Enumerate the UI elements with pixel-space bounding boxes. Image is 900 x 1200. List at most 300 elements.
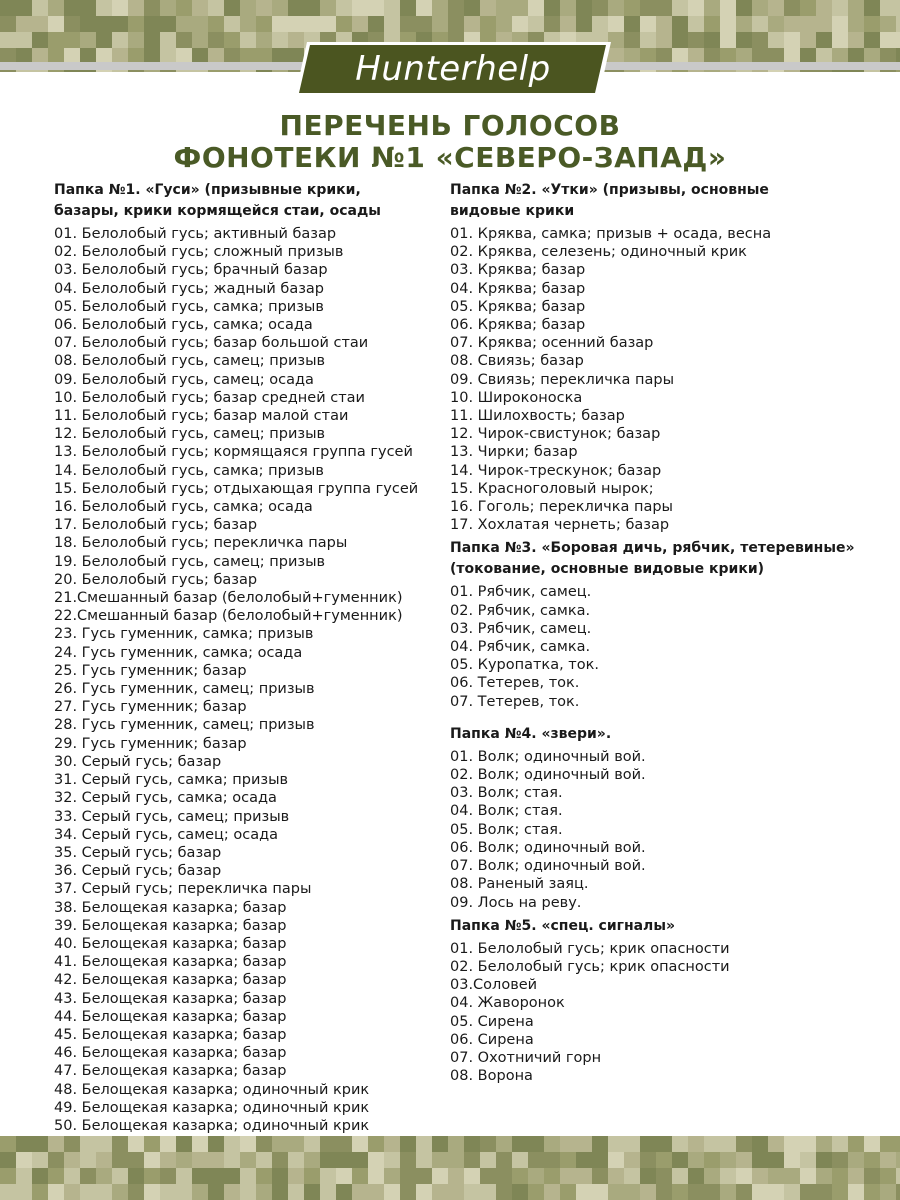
- camo-pixel: [544, 1168, 560, 1184]
- camo-pixel: [192, 1184, 208, 1200]
- list-item: 43. Белощекая казарка; базар: [54, 990, 287, 1007]
- list-item: 50. Белощекая казарка; одиночный крик: [54, 1117, 370, 1134]
- list-item: 24. Гусь гуменник, самка; осада: [54, 644, 303, 661]
- camo-pixel: [720, 1136, 736, 1152]
- camo-pixel: [176, 1136, 192, 1152]
- camo-pixel: [144, 0, 160, 16]
- list-item: 13. Чирки; базар: [450, 444, 578, 461]
- camo-pixel: [16, 1152, 32, 1168]
- camo-pixel: [672, 1152, 688, 1168]
- list-item: 07. Волк; одиночный вой.: [450, 858, 646, 875]
- camo-pixel: [144, 32, 160, 48]
- camo-pixel: [704, 16, 720, 32]
- camo-pixel: [32, 0, 48, 16]
- camo-pixel: [176, 0, 192, 16]
- camo-pixel: [224, 16, 240, 32]
- camo-pixel: [240, 16, 256, 32]
- list-item: 22.Смешанный базар (белолобый+гуменник): [54, 608, 403, 625]
- list-item: 20. Белолобый гусь; базар: [54, 571, 258, 588]
- camo-pixel: [608, 1152, 624, 1168]
- camo-pixel: [368, 1184, 384, 1200]
- camo-pixel: [80, 1168, 96, 1184]
- camo-pixel: [352, 1136, 368, 1152]
- camo-pixel: [816, 32, 832, 48]
- list-item: 49. Белощекая казарка; одиночный крик: [54, 1099, 370, 1116]
- camo-pixel: [656, 1136, 672, 1152]
- camo-pixel: [64, 1136, 80, 1152]
- camo-pixel: [448, 0, 464, 16]
- camo-pixel: [272, 1152, 288, 1168]
- list-item: 09. Белолобый гусь, самец; осада: [54, 371, 314, 388]
- camo-pixel: [688, 0, 704, 16]
- list-item: 28. Гусь гуменник, самец; призыв: [54, 717, 315, 734]
- camo-pixel: [736, 1184, 752, 1200]
- camo-pixel: [720, 0, 736, 16]
- camo-pixel: [144, 1168, 160, 1184]
- camo-pixel: [864, 1136, 880, 1152]
- camo-pixel: [240, 32, 256, 48]
- list-item: 07. Тетерев, ток.: [450, 693, 580, 710]
- list-item: 06. Кряква; базар: [450, 317, 586, 334]
- list-item: 10. Белолобый гусь; базар средней стаи: [54, 389, 365, 406]
- camo-pixel: [576, 1168, 592, 1184]
- camo-pixel: [336, 1184, 352, 1200]
- camo-pixel: [112, 1136, 128, 1152]
- brand-name: Hunterhelp: [355, 49, 551, 89]
- camo-pixel: [496, 1152, 512, 1168]
- camo-pixel: [736, 16, 752, 32]
- list-item: 12. Чирок-свистунок; базар: [450, 426, 661, 443]
- camo-pixel: [160, 1152, 176, 1168]
- camo-pixel: [272, 1184, 288, 1200]
- list-item: 02. Белолобый гусь; сложный призыв: [54, 244, 344, 261]
- camo-pixel: [592, 1168, 608, 1184]
- list-item: 05. Куропатка, ток.: [450, 657, 599, 674]
- camo-pixel: [256, 16, 272, 32]
- camo-pixel: [704, 1168, 720, 1184]
- camo-pixel: [240, 1152, 256, 1168]
- camo-pixel: [496, 1136, 512, 1152]
- camo-pixel: [672, 1136, 688, 1152]
- list-item: 05. Сирена: [450, 1013, 534, 1030]
- camo-pixel: [176, 16, 192, 32]
- camo-pixel: [32, 16, 48, 32]
- list-item: 07. Кряква; осенний базар: [450, 335, 654, 352]
- camo-pixel: [640, 1152, 656, 1168]
- camo-pixel: [848, 1152, 864, 1168]
- camo-pixel: [160, 1168, 176, 1184]
- camo-pixel: [0, 16, 16, 32]
- camo-pixel: [64, 16, 80, 32]
- camo-pixel: [560, 16, 576, 32]
- camo-pixel: [16, 32, 32, 48]
- camo-pixel: [480, 0, 496, 16]
- camo-pixel: [848, 16, 864, 32]
- folder-2-heading-line-1: Папка №2. «Утки» (призывы, основные: [450, 182, 769, 198]
- list-item: 34. Серый гусь, самец; осада: [54, 826, 279, 843]
- camo-pixel: [640, 1168, 656, 1184]
- camo-pixel: [576, 1184, 592, 1200]
- camo-pixel: [896, 32, 900, 48]
- camo-pixel: [576, 1136, 592, 1152]
- camo-pixel: [0, 1136, 16, 1152]
- camo-pixel: [608, 0, 624, 16]
- camo-pixel: [416, 16, 432, 32]
- camo-pixel: [720, 1168, 736, 1184]
- camo-pixel: [48, 1152, 64, 1168]
- camo-pixel: [656, 1168, 672, 1184]
- camo-pixel: [448, 1152, 464, 1168]
- camo-pixel: [864, 32, 880, 48]
- camo-pixel: [336, 0, 352, 16]
- folder-1-heading-line-1: Папка №1. «Гуси» (призывные крики,: [54, 182, 361, 198]
- camo-pixel: [288, 1184, 304, 1200]
- camo-pixel: [16, 1168, 32, 1184]
- list-item: 11. Белолобый гусь; базар малой стаи: [54, 408, 349, 425]
- camo-pixel: [208, 0, 224, 16]
- camo-pixel: [112, 32, 128, 48]
- camo-pixel: [416, 1168, 432, 1184]
- camo-pixel: [400, 1136, 416, 1152]
- camo-pixel: [656, 1184, 672, 1200]
- camo-pixel: [896, 1136, 900, 1152]
- camo-pixel: [720, 1184, 736, 1200]
- camo-pixel: [256, 0, 272, 16]
- list-item: 29. Гусь гуменник; базар: [54, 735, 247, 752]
- camo-pixel: [80, 0, 96, 16]
- camo-pixel: [736, 1168, 752, 1184]
- camo-pixel: [672, 0, 688, 16]
- camo-pixel: [48, 1136, 64, 1152]
- camo-pixel: [112, 0, 128, 16]
- camo-pixel: [336, 16, 352, 32]
- camo-pixel: [736, 0, 752, 16]
- camo-pixel: [480, 1184, 496, 1200]
- camo-pixel: [816, 0, 832, 16]
- camo-pixel: [528, 16, 544, 32]
- camo-pixel: [400, 16, 416, 32]
- list-item: 08. Ворона: [450, 1068, 533, 1085]
- camo-pixel: [320, 1184, 336, 1200]
- camo-pixel: [640, 32, 656, 48]
- folder-4-list: [450, 748, 870, 912]
- camo-pixel: [80, 1152, 96, 1168]
- camo-pixel: [128, 1184, 144, 1200]
- camo-pixel: [288, 16, 304, 32]
- camo-pixel: [528, 1136, 544, 1152]
- camo-pixel: [0, 1168, 16, 1184]
- camo-pixel: [192, 1152, 208, 1168]
- camo-pixel: [608, 1136, 624, 1152]
- camo-pixel: [464, 0, 480, 16]
- camo-pixel: [768, 32, 784, 48]
- camo-pixel: [352, 0, 368, 16]
- folder-4-heading-line-1: Папка №4. «звери».: [450, 725, 612, 742]
- list-item: 31. Серый гусь, самка; призыв: [54, 772, 289, 789]
- camo-pixel: [800, 16, 816, 32]
- list-item: 12. Белолобый гусь, самец; призыв: [54, 426, 326, 443]
- camo-pixel: [480, 1152, 496, 1168]
- camo-pixel: [752, 16, 768, 32]
- camo-pixel: [512, 1152, 528, 1168]
- brand-logo: [293, 40, 613, 98]
- list-item: 03. Белолобый гусь; брачный базар: [54, 262, 328, 279]
- list-item: 23. Гусь гуменник, самка; призыв: [54, 626, 314, 643]
- list-item: 11. Шилохвость; базар: [450, 408, 625, 425]
- camo-pixel: [208, 32, 224, 48]
- spacer: [450, 715, 870, 724]
- camo-pixel: [864, 1184, 880, 1200]
- list-item: 03. Рябчик, самец.: [450, 620, 592, 637]
- camo-pixel: [272, 1136, 288, 1152]
- camo-pixel: [512, 1168, 528, 1184]
- camo-pixel: [832, 1184, 848, 1200]
- camo-pixel: [288, 1136, 304, 1152]
- camo-pixel: [848, 0, 864, 16]
- camo-pixel: [768, 0, 784, 16]
- camo-pixel: [112, 1184, 128, 1200]
- camo-pixel: [464, 16, 480, 32]
- camo-pixel: [768, 1168, 784, 1184]
- camo-pixel: [384, 1152, 400, 1168]
- list-item: 18. Белолобый гусь; перекличка пары: [54, 535, 348, 552]
- camo-pixel: [816, 1168, 832, 1184]
- camo-pixel: [432, 1152, 448, 1168]
- camo-pixel: [624, 1168, 640, 1184]
- camo-pixel: [624, 0, 640, 16]
- list-item: 14. Белолобый гусь, самка; призыв: [54, 462, 324, 479]
- camo-pixel: [496, 1168, 512, 1184]
- camo-pixel: [848, 32, 864, 48]
- camo-pixel: [784, 1168, 800, 1184]
- camo-pixel: [480, 16, 496, 32]
- camo-pixel: [240, 1168, 256, 1184]
- list-item: 16. Белолобый гусь, самка; осада: [54, 499, 313, 516]
- camo-pixel: [672, 1184, 688, 1200]
- camo-pixel: [480, 1168, 496, 1184]
- camo-pixel: [688, 1168, 704, 1184]
- list-item: 45. Белощекая казарка; базар: [54, 1026, 287, 1043]
- camo-pixel: [432, 1168, 448, 1184]
- camo-pixel: [432, 0, 448, 16]
- list-item: 15. Красноголовый нырок;: [450, 480, 654, 497]
- folder-1-heading: [54, 180, 444, 222]
- camo-pixel: [512, 1184, 528, 1200]
- camo-pixel: [128, 0, 144, 16]
- camo-pixel: [688, 1136, 704, 1152]
- camo-pixel: [48, 1168, 64, 1184]
- list-item: 08. Раненый заяц.: [450, 876, 589, 893]
- camo-pixel: [816, 1136, 832, 1152]
- camo-pixel: [224, 1168, 240, 1184]
- list-item: 03.Соловей: [450, 977, 538, 994]
- camo-pixel: [608, 1168, 624, 1184]
- folder-5-list: [450, 940, 870, 1086]
- camo-pixel: [528, 1168, 544, 1184]
- list-item: 05. Белолобый гусь, самка; призыв: [54, 298, 324, 315]
- list-item: 01. Рябчик, самец.: [450, 584, 592, 601]
- camo-pixel: [48, 0, 64, 16]
- list-item: 40. Белощекая казарка; базар: [54, 935, 287, 952]
- camo-pixel: [208, 1184, 224, 1200]
- list-item: 04. Белолобый гусь; жадный базар: [54, 280, 325, 297]
- camo-pixel: [544, 16, 560, 32]
- camo-pixel: [384, 16, 400, 32]
- list-item: 07. Белолобый гусь; базар большой стаи: [54, 335, 369, 352]
- camo-pixel: [272, 16, 288, 32]
- camo-pixel: [896, 16, 900, 32]
- camo-pixel: [448, 1184, 464, 1200]
- camo-pixel: [176, 32, 192, 48]
- folder-3-heading: [450, 538, 870, 580]
- camo-pixel: [304, 0, 320, 16]
- camo-pixel: [352, 1184, 368, 1200]
- camo-pixel: [288, 1152, 304, 1168]
- camo-pixel: [800, 32, 816, 48]
- camo-pixel: [32, 1152, 48, 1168]
- camo-pixel: [880, 1152, 896, 1168]
- list-item: 01. Белолобый гусь; активный базар: [54, 226, 337, 242]
- camo-pixel: [832, 1152, 848, 1168]
- right-column: [450, 180, 870, 1089]
- camo-pixel: [672, 16, 688, 32]
- camo-pixel: [96, 16, 112, 32]
- camo-pixel: [400, 1152, 416, 1168]
- camo-pixel: [752, 32, 768, 48]
- camo-pixel: [256, 32, 272, 48]
- list-item: 06. Волк; одиночный вой.: [450, 839, 646, 856]
- camo-pixel: [320, 1136, 336, 1152]
- camo-pixel: [656, 32, 672, 48]
- camo-pixel: [352, 16, 368, 32]
- folder-3-list: [450, 583, 870, 710]
- camo-pixel: [272, 0, 288, 16]
- camo-pixel: [416, 1136, 432, 1152]
- list-item: 01. Белолобый гусь; крик опасности: [450, 940, 730, 957]
- camo-pixel: [528, 1184, 544, 1200]
- camo-pixel: [576, 0, 592, 16]
- camo-pixel: [704, 0, 720, 16]
- list-item: 39. Белощекая казарка; базар: [54, 917, 287, 934]
- camo-pixel: [608, 1184, 624, 1200]
- list-item: 08. Свиязь; базар: [450, 353, 584, 370]
- camo-footer-band: [0, 1136, 900, 1200]
- camo-pixel: [96, 1136, 112, 1152]
- camo-pixel: [160, 32, 176, 48]
- list-item: 30. Серый гусь; базар: [54, 753, 222, 770]
- camo-pixel: [96, 1184, 112, 1200]
- camo-pixel: [544, 1152, 560, 1168]
- camo-pixel: [608, 16, 624, 32]
- list-item: 04. Жаворонок: [450, 995, 565, 1012]
- camo-pixel: [656, 1152, 672, 1168]
- list-item: 17. Хохлатая чернеть; базар: [450, 517, 670, 534]
- camo-pixel: [800, 1168, 816, 1184]
- camo-pixel: [336, 1168, 352, 1184]
- camo-pixel: [208, 16, 224, 32]
- camo-pixel: [496, 1184, 512, 1200]
- list-item: 04. Рябчик, самка.: [450, 639, 591, 656]
- camo-pixel: [352, 1168, 368, 1184]
- camo-pixel: [832, 16, 848, 32]
- camo-pixel: [880, 0, 896, 16]
- camo-pixel: [48, 1184, 64, 1200]
- camo-pixel: [272, 1168, 288, 1184]
- list-item: 17. Белолобый гусь; базар: [54, 517, 258, 534]
- camo-pixel: [80, 32, 96, 48]
- list-item: 02. Волк; одиночный вой.: [450, 767, 646, 784]
- camo-pixel: [592, 16, 608, 32]
- camo-pixel: [816, 1152, 832, 1168]
- camo-pixel: [96, 1152, 112, 1168]
- camo-pixel: [816, 1184, 832, 1200]
- camo-pixel: [352, 1152, 368, 1168]
- camo-pixel: [128, 1152, 144, 1168]
- list-item: 32. Серый гусь, самка; осада: [54, 790, 277, 807]
- camo-pixel: [224, 1136, 240, 1152]
- camo-pixel: [640, 1184, 656, 1200]
- camo-pixel: [192, 32, 208, 48]
- camo-pixel: [368, 1152, 384, 1168]
- camo-pixel: [864, 1168, 880, 1184]
- camo-pixel: [304, 1136, 320, 1152]
- camo-pixel: [128, 16, 144, 32]
- camo-pixel: [336, 1152, 352, 1168]
- camo-pixel: [704, 32, 720, 48]
- camo-pixel: [592, 1136, 608, 1152]
- camo-pixel: [320, 0, 336, 16]
- list-item: 06. Сирена: [450, 1031, 534, 1048]
- camo-pixel: [208, 1136, 224, 1152]
- camo-pixel: [224, 1152, 240, 1168]
- camo-pixel: [624, 32, 640, 48]
- camo-pixel: [624, 16, 640, 32]
- camo-pixel: [448, 1136, 464, 1152]
- camo-pixel: [896, 0, 900, 16]
- camo-pixel: [560, 1136, 576, 1152]
- folder-1-list: [54, 225, 444, 1135]
- camo-pixel: [400, 1168, 416, 1184]
- camo-pixel: [384, 0, 400, 16]
- camo-pixel: [32, 1184, 48, 1200]
- camo-pixel: [784, 32, 800, 48]
- camo-pixel: [192, 16, 208, 32]
- list-item: 36. Серый гусь; базар: [54, 863, 222, 880]
- camo-pixel: [320, 1152, 336, 1168]
- camo-pixel: [512, 0, 528, 16]
- camo-pixel: [240, 0, 256, 16]
- camo-pixel: [96, 0, 112, 16]
- camo-pixel: [80, 16, 96, 32]
- camo-pixel: [880, 16, 896, 32]
- camo-pixel: [864, 1152, 880, 1168]
- camo-pixel: [752, 1168, 768, 1184]
- camo-pixel: [240, 1184, 256, 1200]
- folder-3-heading-line-1: Папка №3. «Боровая дичь, рябчик, тетеревиные»: [450, 540, 855, 557]
- camo-pixel: [736, 1136, 752, 1152]
- camo-pixel: [208, 1168, 224, 1184]
- list-item: 07. Охотничий горн: [450, 1049, 602, 1066]
- camo-pixel: [256, 1168, 272, 1184]
- camo-pixel: [768, 1184, 784, 1200]
- list-item: 25. Гусь гуменник; базар: [54, 662, 247, 679]
- camo-pixel: [192, 0, 208, 16]
- camo-pixel: [832, 1168, 848, 1184]
- camo-pixel: [592, 0, 608, 16]
- camo-pixel: [864, 0, 880, 16]
- camo-pixel: [560, 0, 576, 16]
- folder-2-list: [450, 225, 870, 534]
